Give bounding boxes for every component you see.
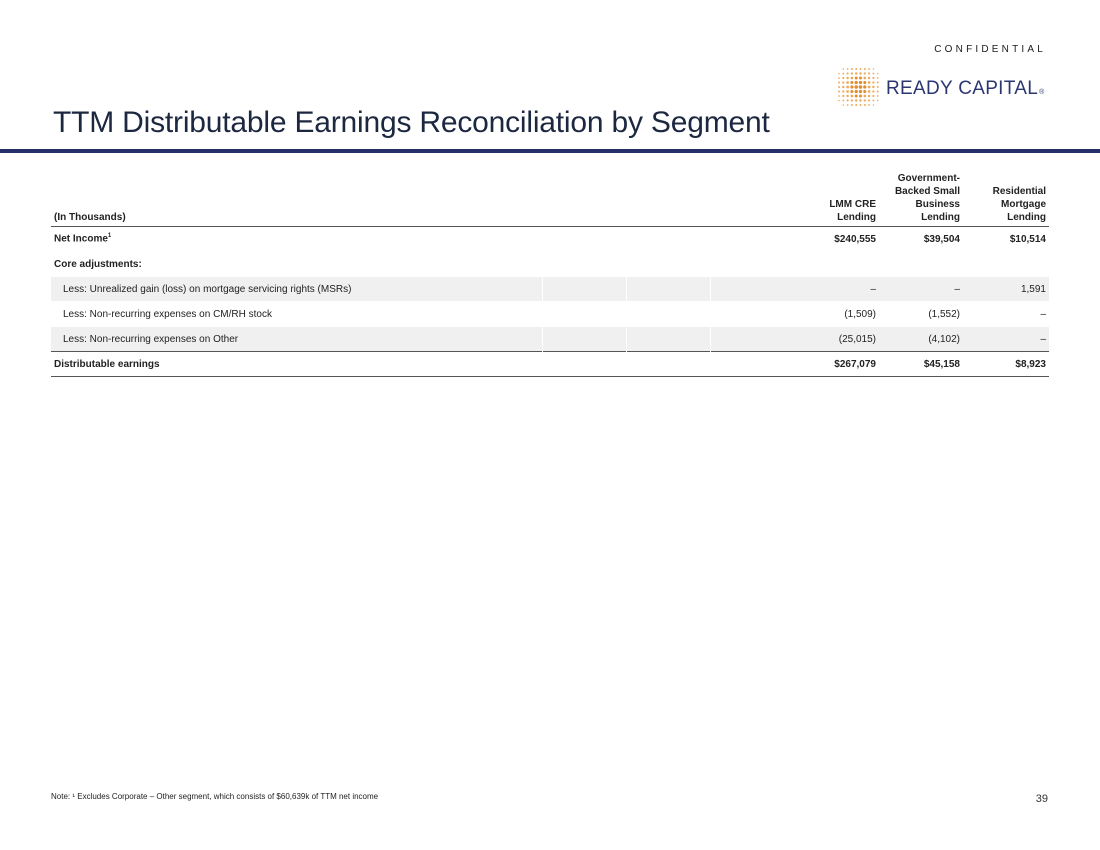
- footnote: Note: ¹ Excludes Corporate – Other segment, which consists of $60,639k of TTM net income: [51, 792, 379, 801]
- row-label: [51, 227, 542, 252]
- logo-wordmark: [886, 78, 1045, 100]
- value-cell: $8,923: [963, 352, 1049, 377]
- reconciliation-table: [51, 169, 1049, 377]
- table-row: [51, 252, 1049, 277]
- column-header-line: Backed Small: [894, 186, 960, 197]
- column-header-line: Lending: [921, 212, 960, 223]
- column-header-line: LMM CRE: [829, 199, 876, 210]
- spacer-cell: [542, 352, 626, 377]
- value-cell: $267,079: [794, 352, 879, 377]
- value-cell: (1,509): [794, 302, 879, 327]
- row-label-text: Distributable earnings: [54, 358, 160, 370]
- value-cell: –: [963, 302, 1049, 327]
- value-cell: [879, 252, 963, 277]
- table-row: [51, 302, 1049, 327]
- value-cell: –: [794, 277, 879, 302]
- column-header-line: Government-: [897, 173, 960, 184]
- spacer-cell: [626, 227, 710, 252]
- value-cell: –: [963, 327, 1049, 352]
- column-header-government-backed: [879, 169, 963, 227]
- column-header-line: Residential: [992, 186, 1046, 197]
- spacer-cell: [710, 327, 794, 352]
- title-divider: [0, 149, 1100, 153]
- row-label: [51, 352, 542, 377]
- table-row: [51, 277, 1049, 302]
- value-cell: (1,552): [879, 302, 963, 327]
- column-header-lmm-cre: [794, 169, 879, 227]
- spacer-cell: [626, 352, 710, 377]
- spacer-cell: [710, 227, 794, 252]
- value-cell: (4,102): [879, 327, 963, 352]
- company-logo: [836, 66, 1051, 108]
- column-header-line: Lending: [1007, 212, 1046, 223]
- confidential-label: CONFIDENTIAL: [934, 44, 1046, 55]
- page-title: TTM Distributable Earnings Reconciliation by Segment: [53, 106, 770, 139]
- row-label-text: Core adjustments:: [54, 258, 142, 270]
- spacer-cell: [626, 327, 710, 352]
- row-label: [51, 327, 542, 352]
- value-cell: $45,158: [879, 352, 963, 377]
- spacer-cell: [710, 277, 794, 302]
- spacer-cell: [542, 227, 626, 252]
- spacer-cell: [626, 252, 710, 277]
- table-header-row: [51, 169, 1049, 227]
- table-row: [51, 327, 1049, 352]
- footnote-marker: 1: [107, 233, 112, 240]
- spacer-header: [626, 169, 710, 227]
- value-cell: [963, 252, 1049, 277]
- row-label-text: Less: Unrealized gain (loss) on mortgage servicing rights (MSRs): [63, 283, 352, 295]
- spacer-cell: [710, 252, 794, 277]
- spacer-cell: [710, 302, 794, 327]
- value-cell: $39,504: [879, 227, 963, 252]
- spacer-cell: [542, 327, 626, 352]
- spacer-cell: [542, 302, 626, 327]
- row-label: [51, 302, 542, 327]
- row-label-text: Net Income: [54, 233, 108, 245]
- logo-text: READY CAPITAL: [886, 78, 1039, 99]
- spacer-cell: [542, 252, 626, 277]
- page-number: 39: [1035, 793, 1048, 805]
- value-cell: [794, 252, 879, 277]
- column-header-line: Mortgage: [1001, 199, 1046, 210]
- value-cell: (25,015): [794, 327, 879, 352]
- value-cell: –: [879, 277, 963, 302]
- value-cell: $240,555: [794, 227, 879, 252]
- units-header: (In Thousands): [51, 169, 542, 227]
- spacer-header: [542, 169, 626, 227]
- spacer-cell: [626, 277, 710, 302]
- row-label-text: Less: Non-recurring expenses on CM/RH stock: [63, 308, 272, 320]
- value-cell: 1,591: [963, 277, 1049, 302]
- column-header-residential-mortgage: [963, 169, 1049, 227]
- spacer-cell: [542, 277, 626, 302]
- column-header-line: Business: [915, 199, 960, 210]
- table-row: [51, 352, 1049, 377]
- row-label-text: Less: Non-recurring expenses on Other: [63, 333, 239, 345]
- spacer-cell: [710, 352, 794, 377]
- table-row: [51, 227, 1049, 252]
- row-label: [51, 252, 542, 277]
- spacer-header: [710, 169, 794, 227]
- row-label: [51, 277, 542, 302]
- value-cell: $10,514: [963, 227, 1049, 252]
- logo-dot-mark-icon: [836, 66, 882, 108]
- logo-registered-mark: ®: [1039, 89, 1045, 96]
- spacer-cell: [626, 302, 710, 327]
- column-header-line: Lending: [837, 212, 876, 223]
